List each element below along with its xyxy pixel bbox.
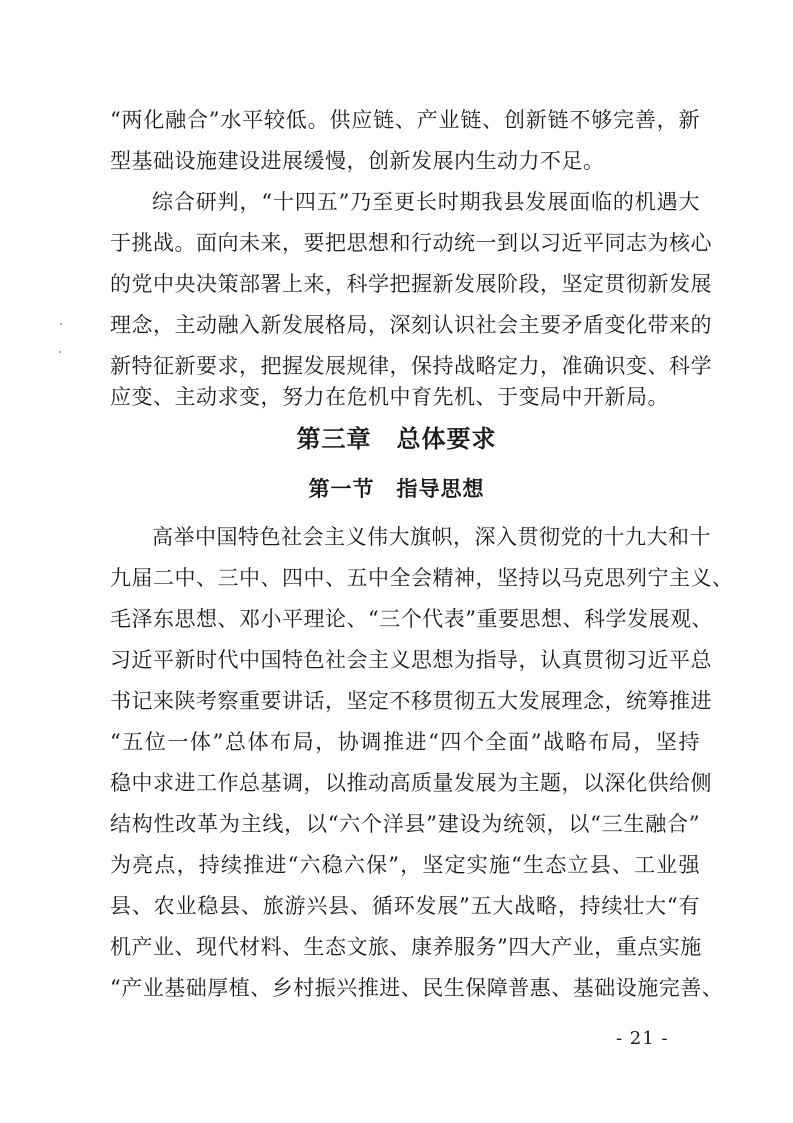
section-title: 第一节 指导思想 (308, 477, 485, 501)
paragraph-3-line-9: 为亮点，持续推进“六稳六保”，坚定实施“生态立县、工业强 (110, 853, 700, 877)
scan-speck (60, 323, 62, 325)
paragraph-3-line-11: 机产业、现代材料、生态文旅、康养服务”四大产业，重点实施 (110, 935, 702, 959)
page-number: - 21 - (616, 1028, 669, 1049)
scan-speck (59, 351, 61, 353)
paragraph-3-line-3: 毛泽东思想、邓小平理论、“三个代表”重要思想、科学发展观、 (110, 607, 713, 631)
paragraph-3-line-8: 结构性改革为主线，以“六个洋县”建设为统领，以“三生融合” (110, 812, 700, 836)
paragraph-3-line-4: 习近平新时代中国特色社会主义思想为指导，认真贯彻习近平总 (110, 648, 712, 672)
paragraph-2-line-1: 综合研判，“十四五”乃至更长时期我县发展面临的机遇大 (152, 190, 700, 214)
chapter-title: 第三章 总体要求 (296, 425, 497, 453)
paragraph-3-line-12: “产业基础厚植、乡村振兴推进、民生保障普惠、基础设施完善、 (110, 976, 724, 1000)
paragraph-2-line-4: 理念，主动融入新发展格局，深刻认识社会主要矛盾变化带来的 (110, 313, 712, 337)
paragraph-1-line-2: 型基础设施建设进展缓慢，创新发展内生动力不足。 (110, 149, 605, 173)
paragraph-1-line-1: “两化融合”水平较低。供应链、产业链、创新链不够完善，新 (110, 108, 700, 132)
paragraph-2-line-6: 应变、主动求变，努力在危机中育先机、于变局中开新局。 (110, 385, 669, 409)
paragraph-2-line-3: 的党中央决策部署上来，科学把握新发展阶段，坚定贯彻新发展 (110, 272, 712, 296)
paragraph-3-line-5: 书记来陕考察重要讲话，坚定不移贯彻五大发展理念，统筹推进 (110, 689, 712, 713)
paragraph-3-line-2: 九届二中、三中、四中、五中全会精神，坚持以马克思列宁主义、 (110, 566, 734, 590)
paragraph-3-line-10: 县、农业稳县、旅游兴县、循环发展”五大战略，持续壮大“有 (110, 894, 700, 918)
paragraph-2-line-2: 于挑战。面向未来，要把思想和行动统一到以习近平同志为核心 (110, 231, 712, 255)
paragraph-2-line-5: 新特征新要求，把握发展规律，保持战略定力，准确识变、科学 (110, 354, 712, 378)
paragraph-3-line-1: 高举中国特色社会主义伟大旗帜，深入贯彻党的十九大和十 (152, 525, 711, 549)
paragraph-3-line-7: 稳中求进工作总基调，以推动高质量发展为主题，以深化供给侧 (110, 771, 712, 795)
paragraph-3-line-6: “五位一体”总体布局，协调推进“四个全面”战略布局，坚持 (110, 730, 700, 754)
